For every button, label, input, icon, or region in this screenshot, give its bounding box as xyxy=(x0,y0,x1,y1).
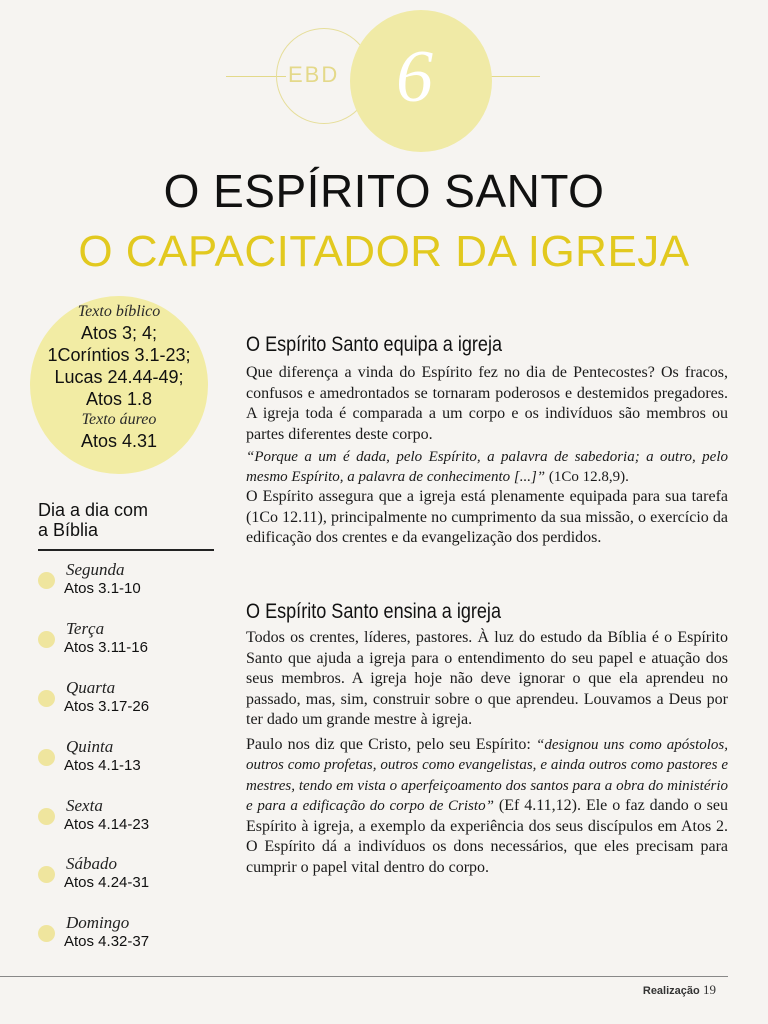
lesson-number: 6 xyxy=(396,36,433,118)
paragraph: Todos os crentes, líderes, pastores. À luz do estudo da Bíblia é o Espírito Santo que ajuda a igreja para o entendimento do seu papel e atuação dos seus membros. A igreja hoje não deve ignorar o que ela aprendeu no passado, mas, sim, construir sobre o que aprendeu. Louvamos a Deus por ter dado um grande mestre à igreja. xyxy=(246,629,728,728)
day-item xyxy=(38,678,218,722)
day-ref: Atos 4.32-37 xyxy=(64,933,150,950)
bible-quote: “designou uns como apóstolos, outros como profetas, outros como evangelistas, e ainda outros como pastores e mestres, tendo em vista o aperfeiçoamento dos santos para a obra do ministério e para a edificação do corpo de Cristo” xyxy=(246,736,728,814)
paragraph-start: Paulo nos diz que Cristo, pelo seu Espírito: xyxy=(246,735,537,753)
day-ref: Atos 4.1-13 xyxy=(64,757,141,774)
day-name: Terça xyxy=(66,619,105,638)
day-item xyxy=(38,854,218,898)
page-number: 19 xyxy=(703,982,716,997)
day-name: Sábado xyxy=(66,854,117,873)
paragraph-end: (Ef 4.11,12). Ele o faz dando o seu Espírito à igreja, a exemplo da experiência dos seus discípulos em Atos 2. O Espírito dá a indivíduos os dons necessários, que eles precisam para cumprir o papel vital dentro do corpo. xyxy=(246,797,729,876)
day-ref: Atos 4.14-23 xyxy=(64,816,150,833)
verse-ref: Atos 1.8 xyxy=(85,389,153,409)
quote-paragraph xyxy=(246,447,728,487)
day-name: Segunda xyxy=(66,560,125,579)
day-name: Sexta xyxy=(66,796,103,815)
day-item xyxy=(38,796,218,840)
bible-quote: “Porque a um é dada, pelo Espírito, a palavra de sabedoria; a outro, pelo mesmo Espírito, a palavra de conhecimento [...]” xyxy=(246,449,728,485)
day-item xyxy=(38,737,218,781)
section-title: O Espírito Santo equipa a igreja xyxy=(246,333,503,356)
bullet-dot-icon xyxy=(38,631,55,648)
quote-ref: (1Co 12.8,9). xyxy=(545,469,629,485)
daily-title-line2: a Bíblia xyxy=(38,520,99,540)
page-subtitle: O CAPACITADOR DA IGREJA xyxy=(78,227,690,276)
texto-aureo-ref: Atos 4.31 xyxy=(80,431,158,451)
section-ensina xyxy=(246,600,728,878)
verse-ref: Lucas 24.44-49; xyxy=(54,367,184,387)
day-ref: Atos 3.1-10 xyxy=(64,580,141,597)
day-item xyxy=(38,560,218,604)
day-ref: Atos 3.11-16 xyxy=(64,639,148,656)
section-title: O Espírito Santo ensina a igreja xyxy=(246,600,502,623)
section-equipa xyxy=(246,333,728,549)
bullet-dot-icon xyxy=(38,808,55,825)
day-name: Domingo xyxy=(66,913,130,932)
verse-ref: 1Coríntios 3.1-23; xyxy=(47,345,191,365)
footer-rule xyxy=(0,976,728,977)
day-item xyxy=(38,619,218,663)
day-name: Quarta xyxy=(66,678,116,697)
texto-aureo-label: Texto áureo xyxy=(81,411,157,428)
verse-ref: Atos 3; 4; xyxy=(80,323,158,343)
daily-reading-title xyxy=(38,500,218,540)
magazine-name: Realização xyxy=(642,985,700,997)
daily-divider xyxy=(38,549,214,551)
footer xyxy=(643,982,716,998)
daily-title-line1: Dia a dia com xyxy=(38,500,149,520)
bullet-dot-icon xyxy=(38,749,55,766)
header-line-right xyxy=(484,76,540,77)
day-name: Quinta xyxy=(66,737,114,756)
day-ref: Atos 3.17-26 xyxy=(64,698,150,715)
paragraph: O Espírito assegura que a igreja está plenamente equipada para sua tarefa (1Co 12.11), principalmente no cumprimento da sua missão, o exercício da edificação dos crentes e da evangelização dos perdidos. xyxy=(246,488,728,546)
day-item xyxy=(38,913,218,957)
bullet-dot-icon xyxy=(38,866,55,883)
bullet-dot-icon xyxy=(38,690,55,707)
day-ref: Atos 4.24-31 xyxy=(64,874,150,891)
texto-biblico-label: Texto bíblico xyxy=(77,303,161,320)
texto-biblico-box xyxy=(30,302,208,452)
ebd-badge: EBD xyxy=(288,62,340,87)
page-title: O ESPÍRITO SANTO xyxy=(163,165,605,217)
bullet-dot-icon xyxy=(38,925,55,942)
paragraph: Que diferença a vinda do Espírito fez no dia de Pentecostes? Os fracos, confusos e amedrontados se tornaram poderosos e destemidos pregadores. A igreja toda é comparada a um corpo e os indivíduos são membros ou partes diferentes deste corpo. xyxy=(246,364,728,443)
paragraph xyxy=(246,735,728,879)
bullet-dot-icon xyxy=(38,572,55,589)
